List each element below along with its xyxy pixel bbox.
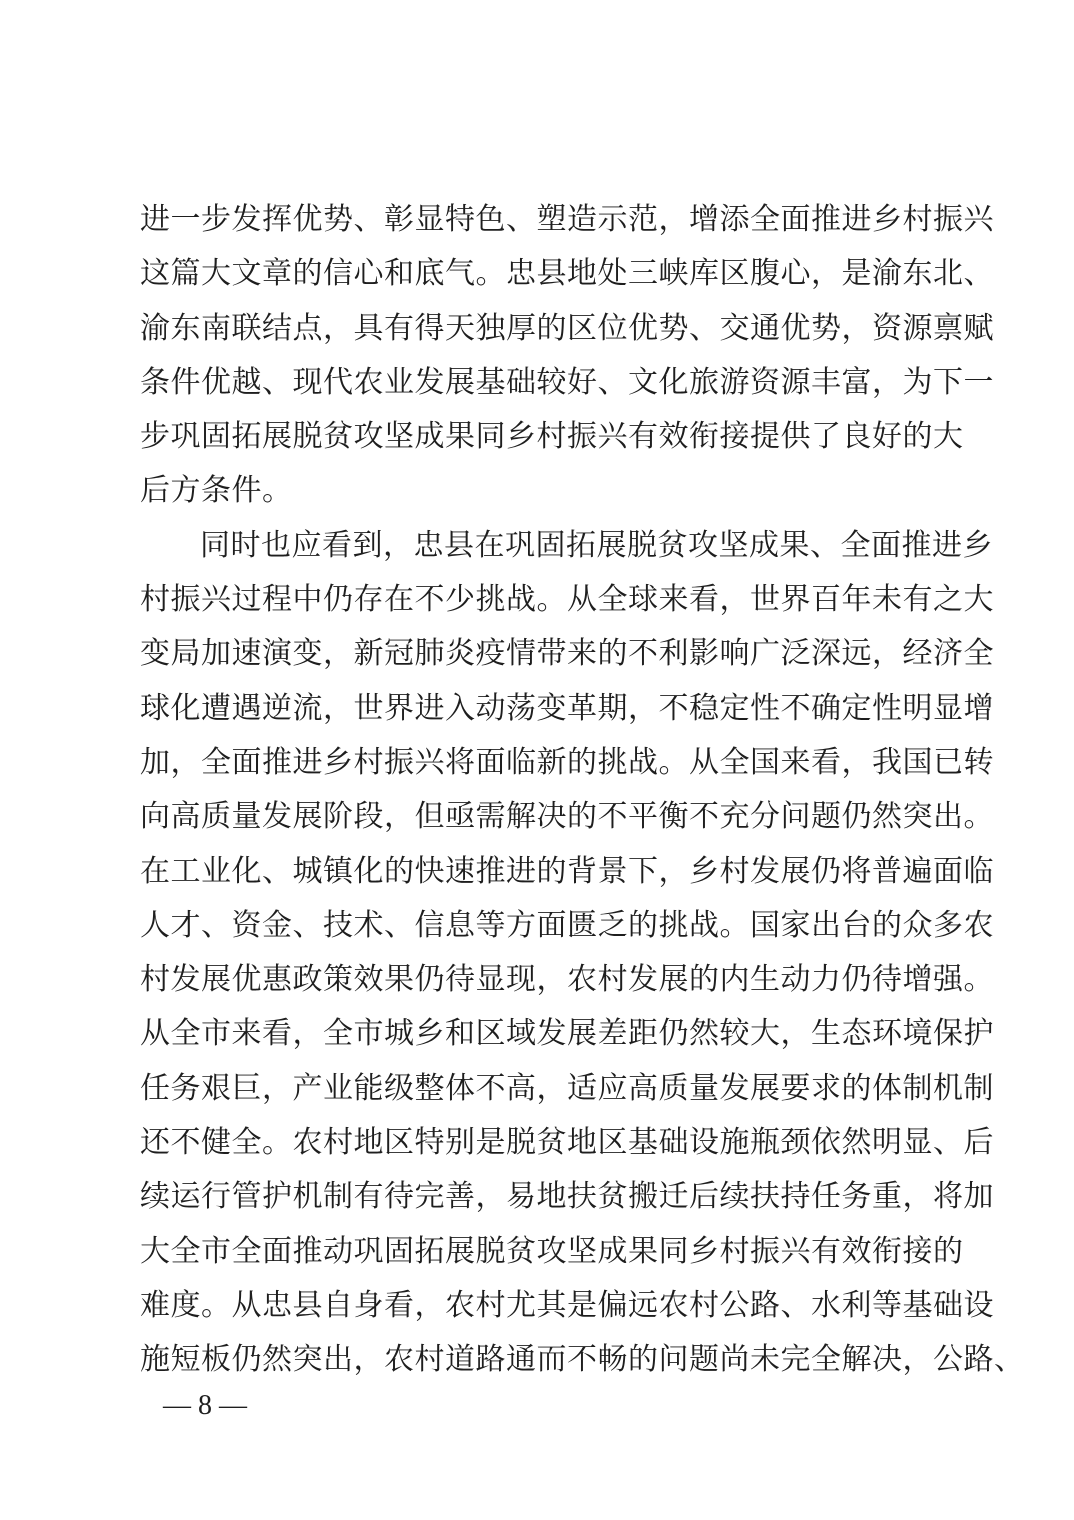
text-line: 村振兴过程中仍存在不少挑战。从全球来看，世界百年未有之大 (140, 582, 994, 618)
text-line: 加，全面推进乡村振兴将面临新的挑战。从全国来看，我国已转 (140, 744, 994, 780)
text-line: 村发展优惠政策效果仍待显现，农村发展的内生动力仍待增强。 (140, 962, 994, 998)
text-line: 人才、资金、技术、信息等方面匮乏的挑战。国家出台的众多农 (140, 907, 994, 943)
text-line: 渝东南联结点，具有得天独厚的区位优势、交通优势，资源禀赋 (140, 310, 994, 346)
text-line: 难度。从忠县自身看，农村尤其是偏远农村公路、水利等基础设 (140, 1287, 994, 1323)
text-line: 向高质量发展阶段，但亟需解决的不平衡不充分问题仍然突出。 (140, 799, 994, 835)
paragraph-start-line: 同时也应看到，忠县在巩固拓展脱贫攻坚成果、全面推进乡 (200, 527, 993, 563)
text-line: 后方条件。 (140, 473, 293, 509)
text-line: 这篇大文章的信心和底气。忠县地处三峡库区腹心，是渝东北、 (140, 256, 994, 292)
page-number: — 8 — (163, 1390, 247, 1421)
text-line: 进一步发挥优势、彰显特色、塑造示范，增添全面推进乡村振兴 (140, 202, 994, 237)
text-line: 变局加速演变，新冠肺炎疫情带来的不利影响广泛深远，经济全 (140, 636, 994, 672)
text-line: 大全市全面推动巩固拓展脱贫攻坚成果同乡村振兴有效衔接的 (140, 1233, 964, 1269)
text-line: 球化遭遇逆流，世界进入动荡变革期，不稳定性不确定性明显增 (140, 690, 994, 726)
text-line: 任务艰巨，产业能级整体不高，适应高质量发展要求的体制机制 (140, 1070, 994, 1106)
text-line: 施短板仍然突出，农村道路通而不畅的问题尚未完全解决，公路、 (140, 1342, 1025, 1378)
text-line: 条件优越、现代农业发展基础较好、文化旅游资源丰富，为下一 (140, 364, 994, 400)
text-line: 在工业化、城镇化的快速推进的背景下，乡村发展仍将普遍面临 (140, 853, 994, 889)
body-text (140, 193, 1025, 1388)
text-line: 步巩固拓展脱贫攻坚成果同乡村振兴有效衔接提供了良好的大 (140, 419, 964, 455)
text-line: 续运行管护机制有待完善，易地扶贫搬迁后续扶持任务重，将加 (140, 1179, 994, 1215)
text-line: 从全市来看，全市城乡和区域发展差距仍然较大，生态环境保护 (140, 1016, 994, 1052)
text-line: 还不健全。农村地区特别是脱贫地区基础设施瓶颈依然明显、后 (140, 1125, 994, 1161)
